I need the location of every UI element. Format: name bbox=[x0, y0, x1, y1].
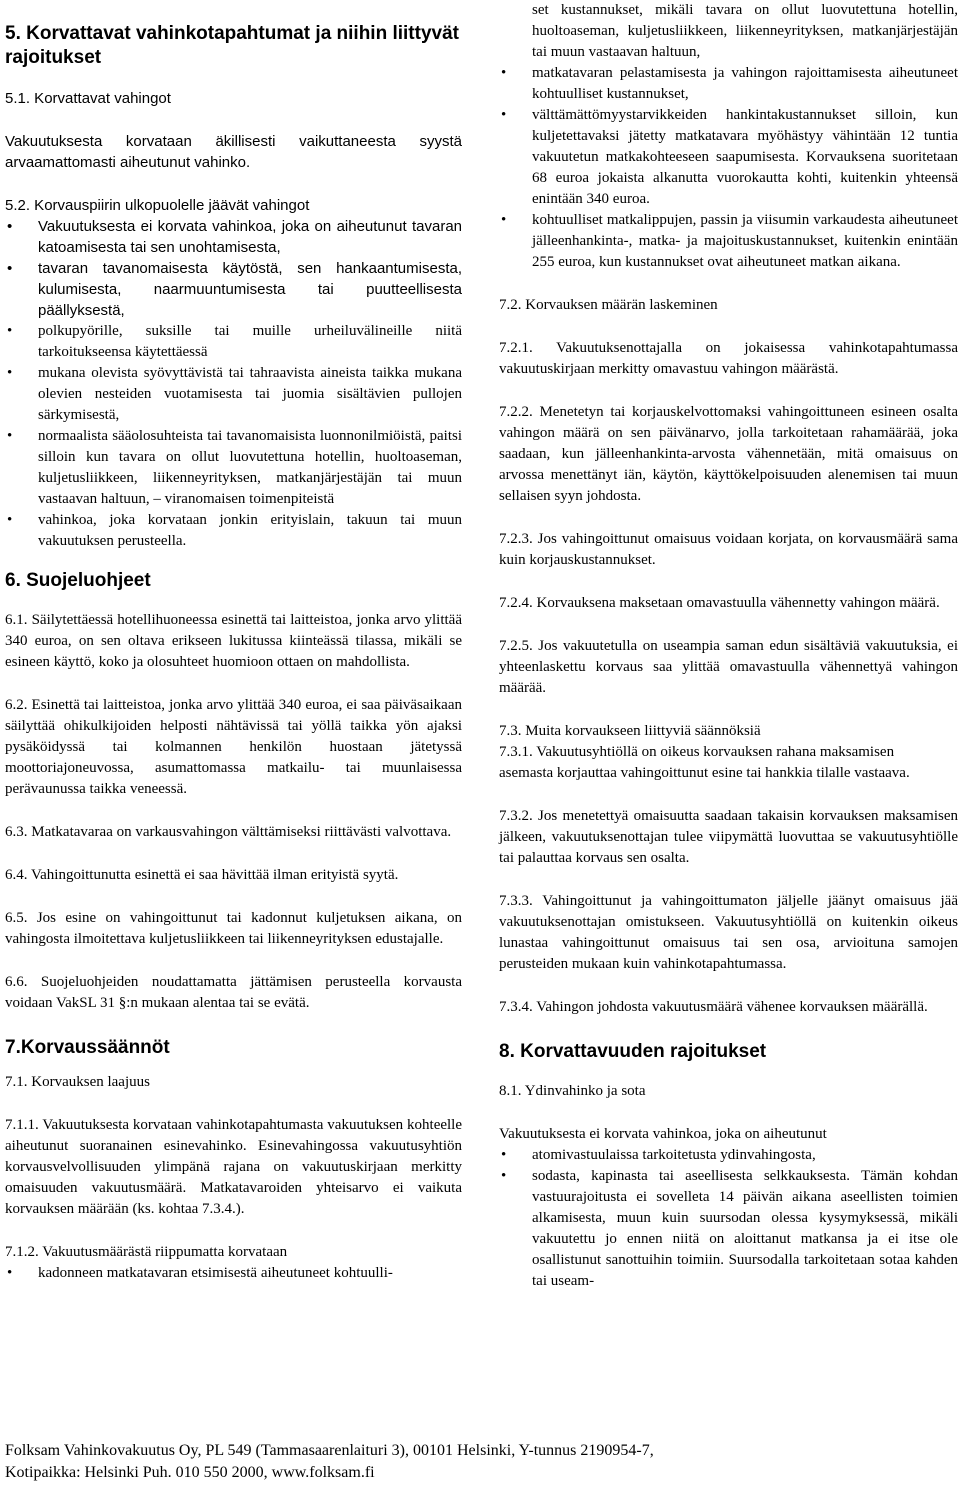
exclusions-list bbox=[5, 216, 462, 552]
paragraph-7-3-4: 7.3.4. Vahingon johdosta vakuutusmäärä vähenee korvauksen määrällä. bbox=[499, 999, 928, 1015]
list-item: • kadonneen matkatavaran etsimisestä aiheutuneet kohtuulli- bbox=[5, 1263, 462, 1284]
continued-text: set kustannukset, mikäli tavara on ollut luovutettuna hotellin, huoltoaseman, kuljetusliikkeen, liikenneyrityksen, matkanjärjestäjän tai muun vastaavan haltuun, bbox=[532, 2, 958, 60]
paragraph-7-3-3: 7.3.3. Vahingoittunut ja vahingoittumaton jäljelle jäänyt omaisuus jää vakuutuksenottajan omistukseen. Vakuutusyhtiöllä on kuitenkin oikeus lunastaa vahingoittunut omaisuus tai sen osa, arvioituna samojen perusteiden mukaan kuin vahinkotapahtumassa. bbox=[499, 893, 958, 972]
paragraph-7-2-4: 7.2.4. Korvauksena maksetaan omavastuulla vähennetty vahingon määrä. bbox=[499, 595, 940, 611]
list-item: • tavaran tavanomaisesta käytöstä, sen hankaantumisesta, kulumisesta, naarmuuntumisesta tai puutteellisesta päällyksestä, bbox=[5, 258, 462, 321]
list-item: • normaalista sääolosuhteista tai tavanomaisista luonnonilmiöistä, paitsi silloin kun tavara on ollut luovutettuna hotellin, huoltoaseman, kuljetusliikkeen, liikenneyrityksen, matkanjärjestäjän tai muun vastaavan haltuun, – viranomaisen toimenpiteistä bbox=[5, 426, 462, 510]
section-5-1-heading: 5.1. Korvattavat vahingot bbox=[5, 90, 171, 107]
compensation-list-right bbox=[499, 63, 958, 273]
paragraph-7-3-1a: 7.3.1. Vakuutusyhtiöllä on oikeus korvauksen rahana maksamisen bbox=[499, 744, 895, 760]
list-item: • kohtuulliset matkalippujen, passin ja viisumin varkaudesta aiheutuneet jälleenhankinta-, matka- ja majoituskustannukset, kuitenkin enintään 255 euroa, kun kustannukset ovat aiheutuneet matkan aikana. bbox=[499, 210, 958, 273]
list-item: • Vakuutuksesta ei korvata vahinkoa, joka on aiheutunut tavaran katoamisesta tai sen unohtamisesta, bbox=[5, 216, 462, 258]
list-item: • vahinkoa, joka korvataan jonkin erityislain, takuun tai muun vakuutuksen perusteella. bbox=[5, 510, 462, 552]
paragraph-7-3-1b: asemasta korjauttaa vahingoittunut esine tai hankkia tilalle vastaava. bbox=[499, 765, 910, 781]
section-7-2-heading: 7.2. Korvauksen määrän laskeminen bbox=[499, 297, 718, 313]
footer-contact-line: Kotipaikka: Helsinki Puh. 010 550 2000, www.folksam.fi bbox=[5, 1464, 375, 1481]
list-item: • mukana olevista syövyttävistä tai tahraavista aineista taikka mukana olevien nesteiden vuotamisesta tai juomia sisältävien pullojen särkymisestä, bbox=[5, 363, 462, 426]
section-7-heading: 7.Korvaussäännöt bbox=[5, 1037, 170, 1058]
list-item: • matkatavaran pelastamisesta ja vahingon rajoittamisesta aiheutuneet kohtuulliset kustannukset, bbox=[499, 63, 958, 105]
paragraph-6-5: 6.5. Jos esine on vahingoittunut tai kadonnut kuljetuksen aikana, on vahingosta ilmoitettava kuljetusliikkeen tai liikenneyrityksen edustajalle. bbox=[5, 910, 462, 947]
left-column bbox=[5, 0, 462, 1284]
section-6-heading: 6. Suojeluohjeet bbox=[5, 570, 151, 591]
paragraph-7-1-2: 7.1.2. Vakuutusmäärästä riippumatta korvataan bbox=[5, 1244, 288, 1260]
footer-company-line: Folksam Vahinkovakuutus Oy, PL 549 (Tammasaarenlaituri 3), 00101 Helsinki, Y-tunnus 2190954-7, bbox=[5, 1442, 654, 1459]
paragraph-7-1-1: 7.1.1. Vakuutuksesta korvataan vahinkotapahtumasta vakuutuksen kohteelle aiheutunut suoranainen esinevahinko. Esinevahingossa vakuutusyhtiön korvausvelvollisuuden ylimpänä rajana on vakuutuskirjaan merkitty omaisuuden vakuutusmäärä. Matkatavaroiden yhteisarvo ei vaikuta korvauksen määrään (ks. kohtaa 7.3.4.). bbox=[5, 1117, 462, 1217]
section-5-1-text: Vakuutuksesta korvataan äkillisesti vaikuttaneesta syystä arvaamattomasti aiheutunut vahinko. bbox=[5, 133, 462, 171]
section-5-heading: 5. Korvattavat vahinkotapahtumat ja niihin liittyvät rajoitukset bbox=[5, 23, 459, 68]
paragraph-6-2: 6.2. Esinettä tai laitteistoa, jonka arvo ylittää 340 euroa, ei saa päiväsaikaan säilyttää ohikulkijoiden helposti nähtävissä tai yöllä taikka yön ajaksi pysäköidyssä tai kolmannen henkilön huostaan jätetyssä moottoriajoneuvossa, asumattomassa matkailu- tai muunlaisessa perävaunussa taikka veneessä. bbox=[5, 697, 462, 797]
paragraph-7-2-2: 7.2.2. Menetetyn tai korjauskelvottomaksi vahingoittuneen esineen osalta vahingon määrä on sen päivänarvo, jolla tarkoitetaan rahamäärää, joka saadaan, kun jälleenhankinta-arvosta vähennetään, mitä omaisuus on arvossa menettänyt iän, käytön, käyttökelpoisuuden alenemisen tai muun sellaisen syyn johdosta. bbox=[499, 404, 958, 504]
page-footer bbox=[5, 1440, 955, 1484]
paragraph-7-2-3: 7.2.3. Jos vahingoittunut omaisuus voidaan korjata, on korvausmäärä sama kuin korjauskustannukset. bbox=[499, 531, 958, 568]
paragraph-6-4: 6.4. Vahingoittunutta esinettä ei saa hävittää ilman erityistä syytä. bbox=[5, 867, 399, 883]
list-item: • sodasta, kapinasta tai aseellisesta selkkauksesta. Tämän kohdan vastuurajoitusta ei sovelleta 14 päivän aikana aseellisten toimien alkamisesta, muun kuin suursodan olessa kysymyksessä, mikäli vakuutettu jo ennen niitä on aloittanut matkansa ja ei itse ole osallistunut sanottuihin toimiin. Suursodalla tarkoitetaan sotaa kahden tai useam- bbox=[499, 1166, 958, 1292]
section-8-heading: 8. Korvattavuuden rajoitukset bbox=[499, 1041, 767, 1062]
list-item: • välttämättömyystarvikkeiden hankintakustannukset silloin, kun kuljetettavaksi jätetty matkatavara myöhästyy vähintään 12 tuntia vakuutetun matkakohteeseen saapumisesta. Korvauksena suoritetaan 68 euroa jokaista alkanutta vuorokautta kohti, kuitenkin yhteensä enintään 340 euroa. bbox=[499, 105, 958, 210]
section-5-2-heading: 5.2. Korvauspiirin ulkopuolelle jäävät vahingot bbox=[5, 197, 310, 214]
section-7-1-heading: 7.1. Korvauksen laajuus bbox=[5, 1074, 150, 1090]
war-exclusions-list bbox=[499, 1145, 958, 1292]
paragraph-7-2-5: 7.2.5. Jos vakuutetulla on useampia saman edun sisältäviä vakuutuksia, ei yhteenlaskettu korvaus saa ylittää omavastuulla vähennettyä vahingon määrää. bbox=[499, 638, 958, 696]
section-8-1-heading: 8.1. Ydinvahinko ja sota bbox=[499, 1083, 646, 1099]
compensation-list-left bbox=[5, 1263, 462, 1284]
list-item: • polkupyörille, suksille tai muille urheiluvälineille niitä tarkoitukseensa käytettäessä bbox=[5, 321, 462, 363]
list-item: • atomivastuulaissa tarkoitetusta ydinvahingosta, bbox=[499, 1145, 958, 1166]
paragraph-7-2-1: 7.2.1. Vakuutuksenottajalla on jokaisessa vahinkotapahtumassa vakuutuskirjaan merkitty omavastuu vahingon määrästä. bbox=[499, 340, 958, 377]
right-column bbox=[499, 0, 958, 1292]
paragraph-6-1: 6.1. Säilytettäessä hotellihuoneessa esinettä tai laitteistoa, jonka arvo ylittää 340 euroa, on sen oltava erikseen lukitussa kiinteässä tilassa, mikäli se esineen käyttö, koko ja olosuhteet huomioon ottaen on mahdollista. bbox=[5, 612, 462, 670]
paragraph-8-1: Vakuutuksesta ei korvata vahinkoa, joka on aiheutunut bbox=[499, 1126, 827, 1142]
paragraph-6-6: 6.6. Suojeluohjeiden noudattamatta jättämisen perusteella korvausta voidaan VakSL 31 §:n mukaan alentaa tai se evätä. bbox=[5, 974, 462, 1011]
paragraph-6-3: 6.3. Matkatavaraa on varkausvahingon välttämiseksi riittävästi valvottava. bbox=[5, 824, 452, 840]
paragraph-7-3-2: 7.3.2. Jos menetettyä omaisuutta saadaan takaisin korvauksen maksamisen jälkeen, vakuutuksenottajan tulee viipymättä luovuttaa se vakuutusyhtiölle tai palauttaa korvaus sen osalta. bbox=[499, 808, 958, 866]
section-7-3-heading: 7.3. Muita korvaukseen liittyviä säännöksiä bbox=[499, 723, 761, 739]
